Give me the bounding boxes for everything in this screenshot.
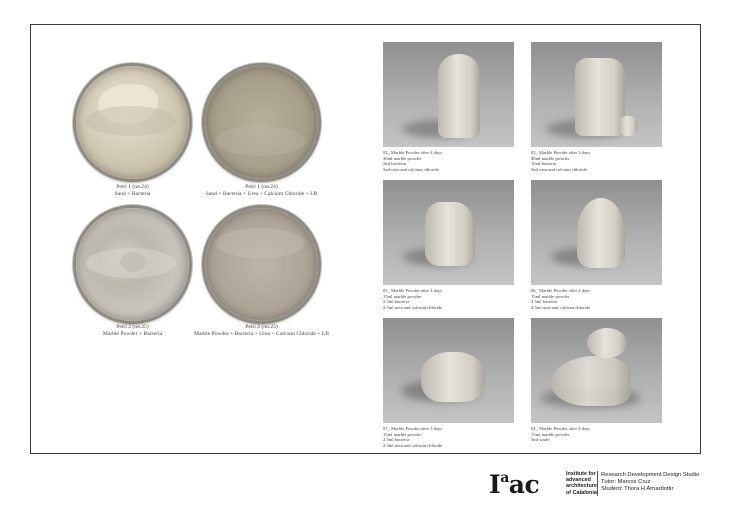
petri-dish-image <box>205 66 318 179</box>
sample-photo <box>531 42 662 147</box>
iaac-logo: $I^aac$ <box>489 470 540 499</box>
photo-caption: 04_ Marble Powder after 4 days 15ml marble powder 5ml water <box>531 426 591 443</box>
sample-photo <box>531 318 662 423</box>
footer-divider <box>597 471 598 496</box>
petri-caption: Petri 2 (no.25) Marble Powder + Bacteria <box>102 324 163 337</box>
institute-name: Institute for advanced architecture of Catalonia <box>566 471 597 496</box>
photo-caption: 02_ Marble Powder after 4 days 30ml marble powder 5ml bacteria 5ml urea and calcium chloride <box>383 150 443 172</box>
petri-dish-image <box>205 208 318 321</box>
photo-caption: 07_ Marble Powder after 3 days 15ml marble powder 2.5ml bacteria 2.5ml urea and calcium chloride <box>383 426 443 448</box>
photo-caption: 03_ Marble Powder after 3 days 40ml marble powder 10ml bacteria 5ml urea and calcium chloride <box>531 150 591 172</box>
photo-caption: 06_ Marble Powder after 4 days 15ml marble powder 2.5ml bacteria 2.5ml urea and calcium chloride <box>531 288 591 310</box>
petri-caption: Petri 2 (no.25) Marble Powder + Bacteria + Urea + Calcium Chloride + LB <box>193 324 330 337</box>
petri-caption: Petri 1 (no.24) Sand + Bacteria <box>114 184 151 197</box>
sample-photo <box>531 180 662 285</box>
sample-photo <box>383 42 514 147</box>
studio-credits: Research Development Design Studio Tutor: Marcos Cruz Student: Thora H Arnardottir <box>601 472 700 492</box>
petri-dish-image <box>76 208 189 321</box>
sample-photo <box>383 318 514 423</box>
petri-caption: Petri 1 (no.24) Sand + Bacteria + Urea + Calcium Chloride + LB <box>205 184 318 197</box>
photo-caption: 05_ Marble Powder after 4 days 15ml marble powder 2.5ml bacteria 2.5ml urea and calcium chloride <box>383 288 443 310</box>
sample-photo <box>383 180 514 285</box>
petri-dish-image <box>76 66 189 179</box>
